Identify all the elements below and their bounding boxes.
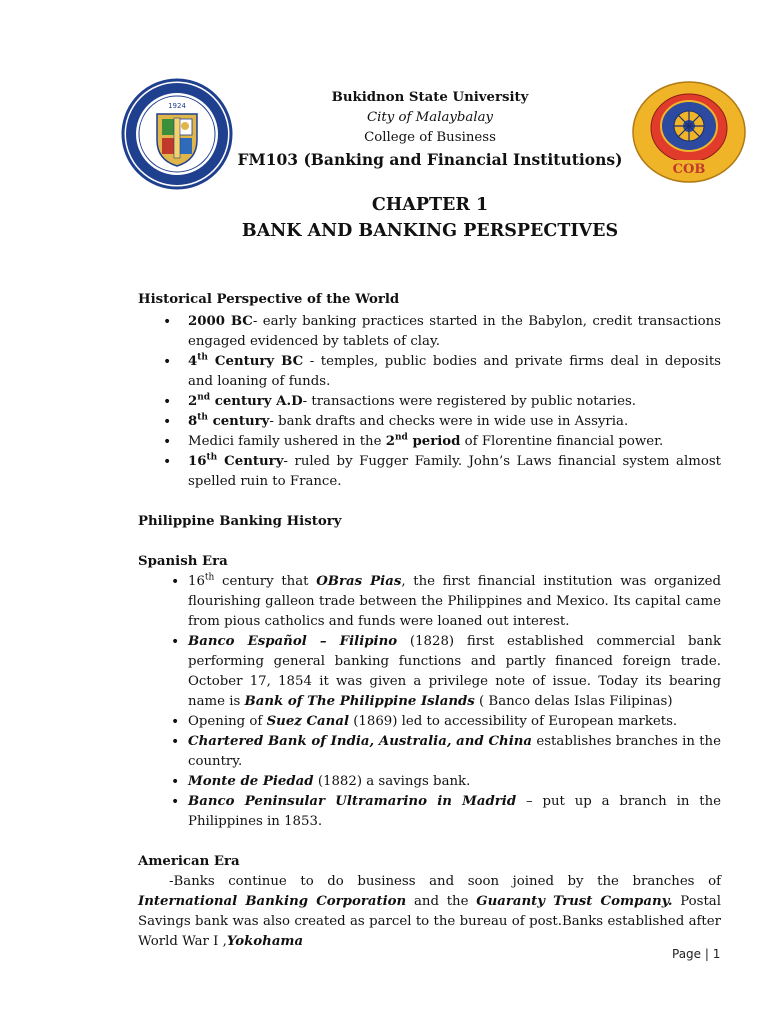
svg-text:1924: 1924 [168, 102, 186, 110]
world-history-heading: Historical Perspective of the World [138, 292, 400, 307]
college-of-business-seal [631, 80, 747, 184]
university-name: Bukidnon State University [331, 90, 529, 105]
document-header [230, 88, 630, 172]
american-era-heading: American Era [138, 854, 240, 869]
spanish-era-heading: Spanish Era [138, 554, 228, 569]
list-item: • 2nd century A.D- transactions were registered by public notaries. [138, 392, 721, 412]
list-item: • Monte de Piedad (1882) a savings bank. [138, 772, 721, 792]
spanish-era-list [138, 572, 721, 832]
document-body [138, 290, 721, 952]
list-item: • Medici family ushered in the 2nd period of Florentine financial power. [138, 432, 721, 452]
philippine-history-heading: Philippine Banking History [138, 514, 342, 529]
list-item: • 2000 BC- early banking practices started in the Babylon, credit transactions engaged evidenced by tablets of clay. [138, 312, 721, 352]
world-history-list [138, 312, 721, 492]
list-item: • 8th century- bank drafts and checks were in wide use in Assyria. [138, 412, 721, 432]
list-item: • Banco Español – Filipino (1828) first established commercial bank performing general banking functions and partly financed foreign trade. October 17, 1854 it was given a privilege note of issue. Today its bearing name is Bank of The Philippine Islands ( Banco delas Islas Filipinas) [138, 632, 721, 712]
chapter-title: BANK AND BANKING PERSPECTIVES [241, 221, 619, 241]
city-name: City of Malaybalay [366, 110, 494, 125]
list-item: • 16th century that OBras Pias, the first financial institution was organized flourishing galleon trade between the Philippines and Mexico. Its capital came from pious catholics and funds were loaned out interest. [138, 572, 721, 632]
page-number: Page | 1 [672, 947, 721, 961]
college-name: College of Business [364, 130, 496, 145]
american-era-paragraph: -Banks continue to do business and soon joined by the branches of International Banking Corporation and the Guaranty Trust Company. Postal Savings bank was also created as parcel to the bureau of post.Banks established after World War I ,Yokohama [138, 874, 721, 949]
svg-text:COB: COB [672, 162, 706, 177]
chapter-number: CHAPTER 1 [371, 195, 489, 215]
list-item: • Banco Peninsular Ultramarino in Madrid – put up a branch in the Philippines in 1853. [138, 792, 721, 832]
bukidnon-state-university-seal [121, 78, 233, 190]
list-item: • 16th Century- ruled by Fugger Family. John’s Laws financial system almost spelled ruin to France. [138, 452, 721, 492]
list-item: • Opening of Suez Canal (1869) led to accessibility of European markets. [138, 712, 721, 732]
list-item: • Chartered Bank of India, Australia, and China establishes branches in the country. [138, 732, 721, 772]
course-title: FM103 (Banking and Financial Institutions) [237, 150, 623, 169]
list-item: • 4th Century BC - temples, public bodies and private firms deal in deposits and loaning of funds. [138, 352, 721, 392]
